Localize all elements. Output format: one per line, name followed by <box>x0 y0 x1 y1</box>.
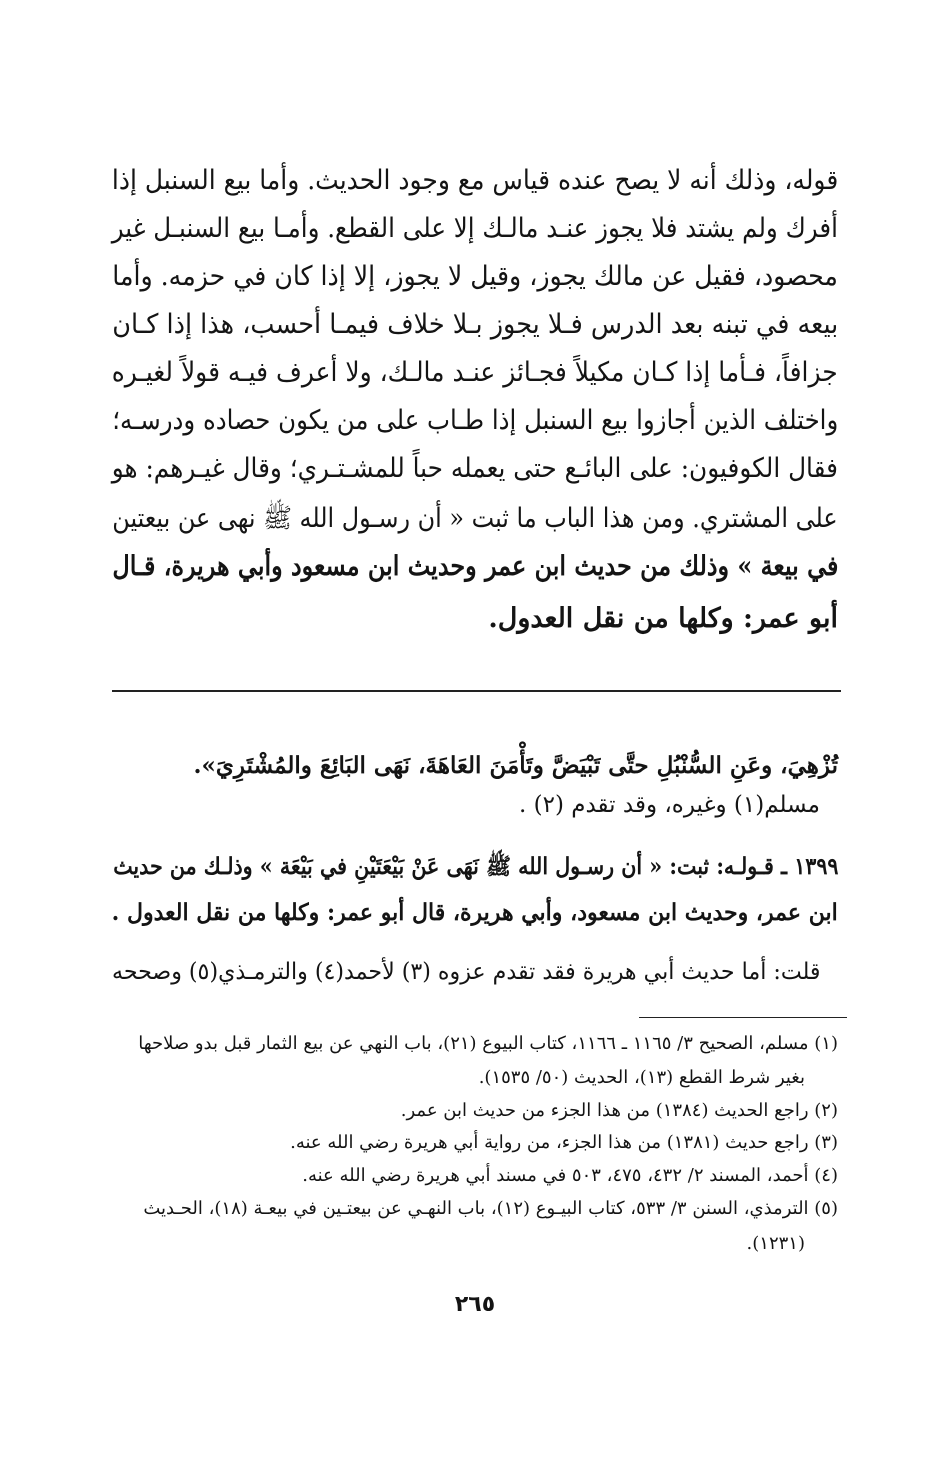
footnote-3: (٣) راجع حديث (١٣٨١) من هذا الجزء، من رواية أبي هريرة رضي الله عنه. <box>290 1132 838 1153</box>
main-line-3: محصود، فقيل عن مالك يجوز، وقيل لا يجوز، إلا إذا كان في حزمه. وأما <box>112 261 838 292</box>
main-line-9: في بيعة » وذلك من حديث ابن عمر وحديث ابن مسعود وأبي هريرة، قـال <box>111 551 838 582</box>
main-line-10: أبو عمر: وكلها من نقل العدول. <box>488 603 838 634</box>
footnote-separator-rule <box>639 1017 847 1018</box>
main-line-1: قوله، وذلك أنه لا يصح عنده قياس مع وجود الحديث. وأما بيع السنبل إذا <box>111 165 838 196</box>
commentary-hadith-line: تُزْهِيَ، وعَنِ السُّنْبُلِ حتَّى تَبْيَضَّ وتَأْمَنَ العَاهَةَ، نَهَى البَائِعَ والمُشْتَرِيَ». <box>193 752 838 779</box>
main-line-5: جزافاً، فـأما إذا كـان مكيلاً فجـائز عنـد مالـك، ولا أعرف فيـه قولاً لغيـره <box>112 357 838 388</box>
main-line-7: فقال الكوفيون: على البائـع حتى يعمله حباً للمشـتـري؛ وقال غيـرهم: هو <box>111 453 838 484</box>
footnote-4: (٤) أحمد، المسند ٢/ ٤٣٢، ٤٧٥، ٥٠٣ في مسند أبي هريرة رضي الله عنه. <box>302 1165 838 1186</box>
commentary-item-line-2: ابن عمر، وحديث ابن مسعود، وأبي هريرة، قال أبو عمر: وكلها من نقل العدول . <box>111 899 838 926</box>
main-line-4: بيعه في تبنه بعد الدرس فـلا يجوز بـلا خلاف فيمـا أحسب، هذا إذا كـان <box>111 309 838 340</box>
footnote-5: (٥) الترمذي، السنن ٣/ ٥٣٣، كتاب البيـوع (١٢)، باب النهـي عن بيعتـين في بيعـة (١٨)، الحـديث <box>143 1198 838 1219</box>
commentary-item-line-1: ١٣٩٩ ـ قـولـه: ثبت: « أن رسـول الله ﷺ نَهَى عَنْ بَيْعَتَيْنِ في بَيْعَة » وذلـك من حديث <box>112 853 838 880</box>
main-line-8: على المشتري. ومن هذا الباب ما ثبت « أن رسـول الله ﷺ نهى عن بيعتين <box>112 503 838 534</box>
main-separator-rule <box>112 690 841 692</box>
footnote-1-cont: بغير شرط القطع (١٣)، الحديث (٥٠/ ١٥٣٥). <box>478 1067 805 1088</box>
main-line-2: أفرك ولم يشتد فلا يجوز عنـد مالـك إلا على القطع. وأمـا بيع السنبـل غير <box>111 213 838 244</box>
main-line-6: واختلف الذين أجازوا بيع السنبل إذا طـاب على من يكون حصاده ودرسـه؛ <box>111 405 838 436</box>
footnote-2: (٢) راجع الحديث (١٣٨٤) من هذا الجزء من حديث ابن عمر. <box>400 1100 838 1121</box>
commentary-source-line: مسلم(١) وغيره، وقد تقدم (٢) . <box>518 792 820 818</box>
commentary-note-line: قلت: أما حديث أبي هريرة فقد تقدم عزوه (٣) لأحمد(٤) والترمـذي(٥) وصححه <box>111 959 820 985</box>
footnote-5-cont: (١٢٣١). <box>746 1233 805 1254</box>
page-number: ٢٦٥ <box>454 1292 496 1317</box>
footnote-1: (١) مسلم، الصحيح ٣/ ١١٦٥ ـ ١١٦٦، كتاب البيوع (٢١)، باب النهي عن بيع الثمار قبل بدو صلاحها <box>138 1033 838 1054</box>
